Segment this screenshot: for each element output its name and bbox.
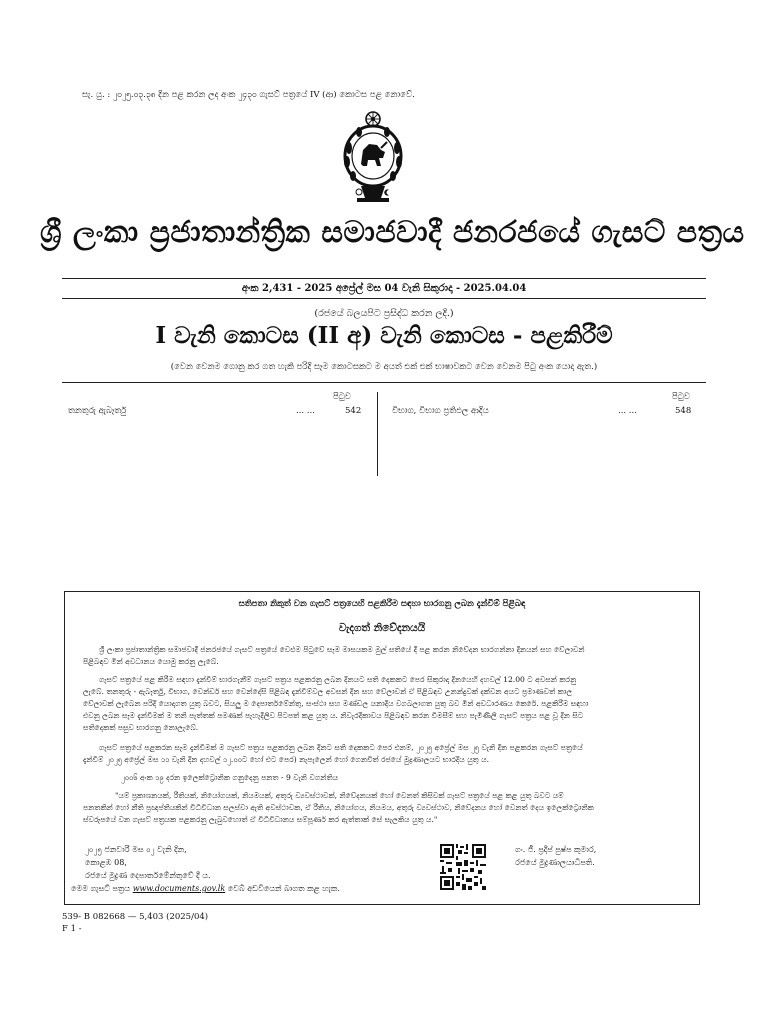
- paragraph-line: ලැබේ. තනතුරු - ඇබෑර්තු, විභාග, වෙන්ඩර් සහ වෙන්දේසි පිළිබඳ දැන්වීම්වල අවසන් දින සහ වේලාවන් ඒ පිළිබඳව උනන්දුවක් දක්වන අයට ප්‍රමාණවත් කාල: [83, 687, 573, 696]
- download-note-prefix: මෙම ගැසට් පත්‍රය: [71, 884, 133, 893]
- paragraph-line: සතිදෙකක් පසුව භාරගනු නොලැබේ.: [83, 723, 199, 732]
- paragraph-line: ගැසට් පත්‍රයේ පළකරන සෑම දැන්වීමක් ම ගැසට් පත්‍රය පළකරනු ලබන දිනට සති දෙකකට පෙර එනම්, ၂၀၂၅ අප්‍රේල් මස ၂၅ වැනි දින පළකරන ගැසට් පත්‍රයේ: [99, 743, 583, 752]
- paragraph-line: වේලාවක් ලැබෙන පරිදි යොදාගත යුතු බවට, සියලු ම දෙපාර්තමේන්තු, සංස්ථා සහ මණ්ඩල යනාදිය වගබලාගත යුතු බව මින් අවධාරණය කෙරේ. පළකිරීම සඳහා: [83, 699, 589, 708]
- notice-subheading: වැදගත් නිවේදනයයි: [338, 622, 426, 634]
- toc-item-label: විභාග, විභාග ප්‍රතිඵල ආදිය: [392, 406, 489, 416]
- notice-paragraph-4: [83, 772, 683, 784]
- signature-line: ගං. ජී. ප්‍රදීප් පුෂ්ප කුමාර,: [515, 845, 597, 854]
- national-emblem-icon: [335, 108, 411, 204]
- notice-paragraph-3: [83, 742, 683, 766]
- notice-signature-block: [515, 843, 596, 869]
- notice-date-block: [85, 843, 211, 882]
- toc-item-page: 542: [345, 406, 362, 416]
- notice-paragraph-1: [83, 644, 683, 668]
- paragraph-line: ගැසට් පත්‍රයේ පළ කිරීම සඳහා දැන්වීම් භාරගැනීම් ගැසට් පත්‍රය පළකරනු ලබන දිනයට සති දෙකකට පෙර සිකුරාදා දිනයෙහි දහවල් 12.00 ට අවසන් කරනු: [99, 675, 577, 684]
- divider: [62, 298, 706, 299]
- toc-item-dots: ... ...: [296, 406, 315, 416]
- notice-heading: සතිපතා නිකුත් වන ගැසට් පත්‍රයෙහි පළකිරීම සඳහා භාරගනු ලබන දැන්වීම් පිළිබඳ: [238, 599, 526, 609]
- paragraph-line: ශ්‍රී ලංකා ප්‍රජාතාන්ත්‍රික සමාජවාදී ජනරජයේ ගැසට් පත්‍රයේ වෙළුම පිටුවේ සෑම මාසයකම මුල් සතියේ දී පළ කරන නිවේදන භාරගන්නා දිනයන් සහ වේලාවන්: [99, 645, 585, 654]
- paragraph-line: ස්වරූපයේ වන ගැසට් පත්‍රයක පළකරනු ලැබුවහොත් ඒ විධිවිධානය සම්පූර්ණ කර ඇත්තාක් සේ සැලකිය යුතු ය.": [83, 815, 438, 824]
- date-line: ၂၀၂၅ ජනවාරි මස ၀၂ වැනි දින,: [85, 845, 187, 854]
- column-divider: [377, 392, 378, 476]
- toc-page-label: පිටුව: [672, 392, 690, 402]
- part-subtitle: (වෙන වෙනම ගොනු කර ගත හැකි පරිදි සෑම කොටසකට ම අයත් එක් එක් භාෂාවකට වෙන වෙනම පිටු අංක යොදා ඇත.): [170, 362, 598, 372]
- toc-item-dots: ... ...: [618, 406, 637, 416]
- paragraph-line: එවනු ලබන සෑම දැන්වීමක් ම තනි පැත්තක් පමණක් පැහැදිලිව පිටපත් කළ යුතු ය. නිවැරදිකාවය පිළිබඳව කරන විමසීම් සහ පැමිණිලි ගැසට් පත්‍රය පළ වූ දින සිට: [83, 711, 584, 720]
- notice-box: [64, 591, 700, 905]
- website-link[interactable]: www.documents.gov.lk: [132, 884, 226, 893]
- download-note-suffix: වෙබ් අඩවියෙන් බාගත කළ හැක.: [225, 884, 340, 893]
- toc-page-label: පිටුව: [333, 392, 351, 402]
- paragraph-line: දැන්වීම් ၂၀၂၅ අප්‍රේල් මස ၁၁ වැනි දින දහවල් ၁၂.၀၀ට හෝ එට පෙර) නැපැලෙන් හෝ ගෙනවිත් රජයේ මුද්‍රණාලයට භාරදිය යුතු ය.: [83, 755, 490, 764]
- paragraph-line: පිළිබඳව මින් අවධානය යොමු කරනු ලැබේ.: [83, 657, 219, 666]
- paragraph-line: ၂၀၀၆ අංක ၁၉ දරන ඉලෙක්ට්‍රොනික ගනුදෙනු පනත - 9 වැනි වගන්තිය: [121, 773, 339, 782]
- top-note: සැ. යු. : ၂၀၂၅.၀၃.၃၈ දින පළ කරන ලද අංක ၂၄၃၀ ගැසට් පත්‍රයේ IV (ආ) කොටස පළ නොවේ.: [82, 90, 415, 100]
- toc-item-label: තනතුරු ඇබෑර්තු: [68, 406, 127, 416]
- qr-code-icon[interactable]: [440, 844, 486, 890]
- print-code: 539- B 082668 — 5,403 (2025/04): [62, 912, 209, 922]
- gazette-title: ශ්‍රී ලංකා ප්‍රජාතාන්ත්‍රික සමාජවාදී ජනරජයේ ගැසට් පත්‍රය: [40, 215, 745, 250]
- download-note: [71, 882, 340, 895]
- date-line: කොළඹ 08,: [85, 858, 127, 867]
- paragraph-line: "යම් ප්‍රකාශනයක්, රීතියක්, නියෝගයක්, නියමයක්, අතුරු ව්‍යවස්ථාවක්, නිවේදනයක් හෝ වෙනත් කිසිවක් ගැසට් පත්‍රයේ පළ කළ යුතු බවට යම්: [115, 791, 564, 800]
- divider: [62, 278, 706, 279]
- paragraph-line: පනතකින් හෝ නීති ප්‍රඥප්තියකින් විධිවිධාන සලස්වා ඇති අවස්ථාවක, ඒ රීතිය, නියෝගය, නියමය, අතුරු ව්‍යවස්ථාව, නිවේදනය හෝ වෙනත් දෙය ඉලෙක්ට්‍රොනික: [83, 803, 594, 812]
- published-by: (රජයේ බලයපිට ප්‍රසිද්ධ කරන ලදි.): [314, 308, 454, 319]
- part-title: I වැනි කොටස (II අ) වැනි කොටස - පළකිරීම්: [155, 322, 613, 349]
- page-number: F 1 -: [62, 924, 82, 934]
- signature-line: රජයේ මුද්‍රණාලයාධිපති.: [515, 858, 595, 867]
- date-line: රජයේ මුද්‍රණ දෙපාර්තමේන්තුවේ දී ය.: [85, 871, 211, 880]
- divider: [62, 382, 706, 383]
- issue-line: අංක 2,431 - 2025 අප්‍රේල් මස 04 වැනි සිකුරාදා - 2025.04.04: [241, 283, 527, 294]
- notice-paragraph-5: [83, 790, 683, 826]
- notice-paragraph-2: [83, 674, 683, 734]
- toc-item-page: 548: [675, 406, 692, 416]
